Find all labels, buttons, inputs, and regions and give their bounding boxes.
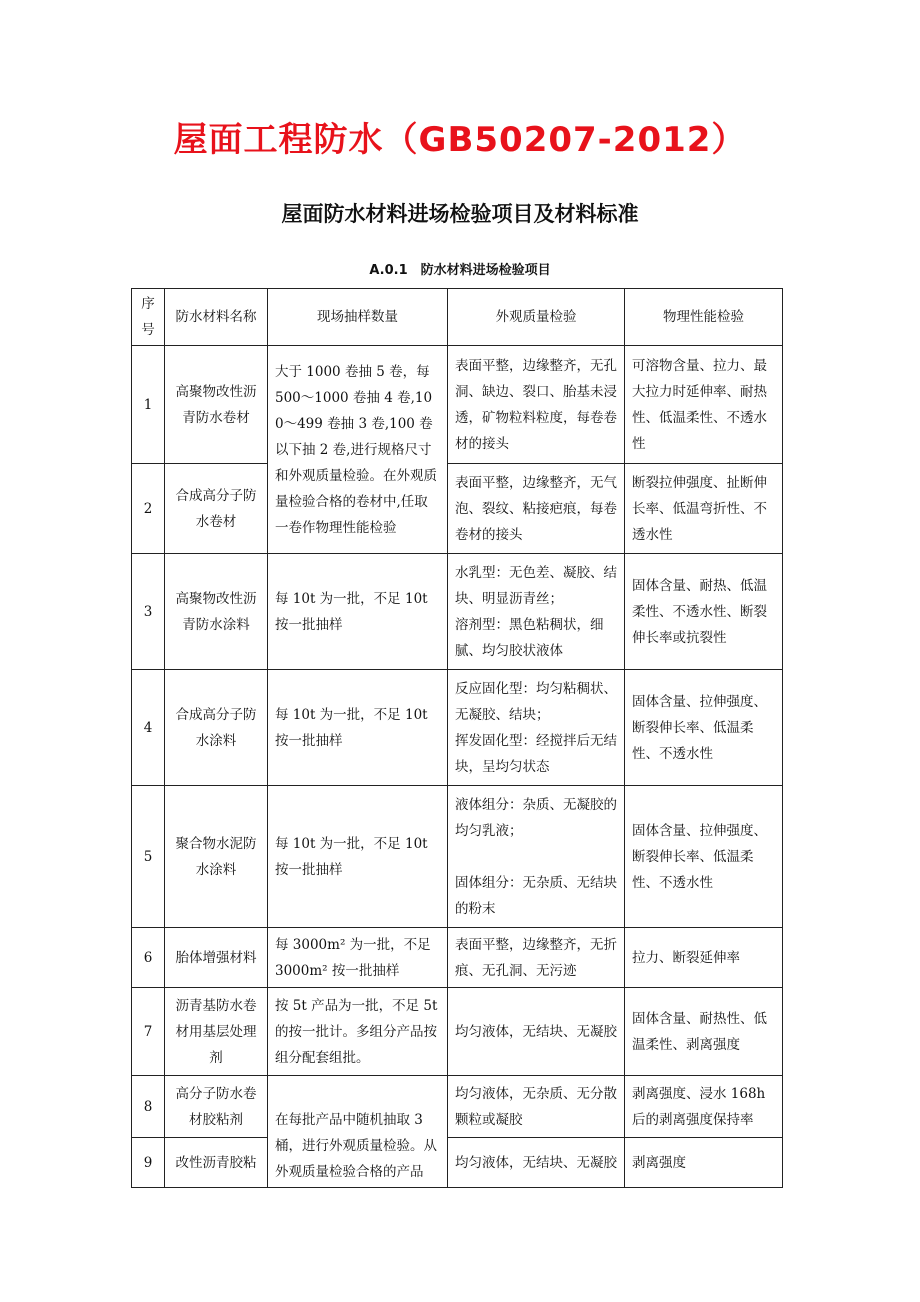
- physical-cell: 剥离强度、浸水 168h 后的剥离强度保持率: [625, 1076, 783, 1138]
- physical-cell: 固体含量、拉伸强度、断裂伸长率、低温柔性、不透水性: [625, 786, 783, 928]
- physical-cell: 固体含量、耐热、低温柔性、不透水性、断裂伸长率或抗裂性: [625, 554, 783, 670]
- appearance-cell: 均匀液体，无结块、无凝胶: [448, 1138, 625, 1188]
- row-no: 4: [132, 670, 165, 786]
- physical-cell: 固体含量、拉伸强度、断裂伸长率、低温柔性、不透水性: [625, 670, 783, 786]
- document-title: 屋面工程防水（GB50207-2012）: [173, 120, 747, 160]
- physical-cell: 剥离强度: [625, 1138, 783, 1188]
- table-row: [132, 1076, 783, 1138]
- table-row: [132, 346, 783, 464]
- material-name: 高分子防水卷材胶粘剂: [165, 1076, 268, 1138]
- appearance-cell: 表面平整，边缘整齐，无折痕、无孔洞、无污迹: [448, 928, 625, 988]
- inspection-table: [131, 288, 783, 1188]
- material-name: 改性沥青胶粘: [165, 1138, 268, 1188]
- appearance-cell: [448, 670, 625, 786]
- header-sampling: 现场抽样数量: [268, 289, 448, 346]
- appearance-cell: [448, 554, 625, 670]
- table-row: [132, 1138, 783, 1188]
- appearance-part-2: 溶剂型：黑色粘稠状，细腻、均匀胶状液体: [455, 616, 604, 659]
- row-no: 7: [132, 988, 165, 1076]
- document-subtitle: 屋面防水材料进场检验项目及材料标准: [281, 201, 639, 226]
- sampling-cell: 每 10t 为一批，不足 10t 按一批抽样: [268, 554, 448, 670]
- material-name: 聚合物水泥防水涂料: [165, 786, 268, 928]
- spacer: [455, 844, 617, 870]
- sampling-cell: 在每批产品中随机抽取 3 桶，进行外观质量检验。从外观质量检验合格的产品: [268, 1076, 448, 1188]
- table-header-row: [132, 289, 783, 346]
- appearance-part-2: 挥发固化型：经搅拌后无结块，呈均匀状态: [455, 732, 617, 775]
- appearance-part-1: 液体组分：杂质、无凝胶的均匀乳液；: [455, 796, 617, 839]
- material-name: 高聚物改性沥青防水卷材: [165, 346, 268, 464]
- sampling-cell: 每 10t 为一批，不足 10t 按一批抽样: [268, 786, 448, 928]
- header-physical: 物理性能检验: [625, 289, 783, 346]
- table-row: [132, 670, 783, 786]
- sampling-cell: 按 5t 产品为一批，不足 5t 的按一批计。多组分产品按组分配套组批。: [268, 988, 448, 1076]
- header-no: 序号: [132, 289, 165, 346]
- physical-cell: 固体含量、耐热性、低温柔性、剥离强度: [625, 988, 783, 1076]
- row-no: 9: [132, 1138, 165, 1188]
- appearance-cell: [448, 786, 625, 928]
- material-name: 合成高分子防水涂料: [165, 670, 268, 786]
- table-row: [132, 464, 783, 554]
- table-row: [132, 928, 783, 988]
- physical-cell: 可溶物含量、拉力、最大拉力时延伸率、耐热性、低温柔性、不透水性: [625, 346, 783, 464]
- material-name: 胎体增强材料: [165, 928, 268, 988]
- header-appearance: 外观质量检验: [448, 289, 625, 346]
- appearance-cell: 均匀液体，无结块、无凝胶: [448, 988, 625, 1076]
- physical-cell: 断裂拉伸强度、扯断伸长率、低温弯折性、不透水性: [625, 464, 783, 554]
- material-name: 沥青基防水卷材用基层处理剂: [165, 988, 268, 1076]
- header-material-name: 防水材料名称: [165, 289, 268, 346]
- row-no: 3: [132, 554, 165, 670]
- appearance-cell: 表面平整，边缘整齐，无孔洞、缺边、裂口、胎基未浸透，矿物粒料粒度，每卷卷材的接头: [448, 346, 625, 464]
- appearance-part-1: 反应固化型：均匀粘稠状、无凝胶、结块；: [455, 680, 617, 723]
- appearance-part-2: 固体组分：无杂质、无结块的粉末: [455, 874, 617, 917]
- appearance-part-1: 水乳型：无色差、凝胶、结块、明显沥青丝；: [455, 564, 617, 607]
- material-name: 高聚物改性沥青防水涂料: [165, 554, 268, 670]
- table-row: [132, 988, 783, 1076]
- table-caption: A.0.1 防水材料进场检验项目: [369, 263, 551, 278]
- sampling-cell: 大于 1000 卷抽 5 卷，每 500～1000 卷抽 4 卷,100～499 卷抽 3 卷,100 卷以下抽 2 卷,进行规格尺寸和外观质量检验。在外观质量检验合格的卷材中,任取一卷作物理性能检验: [268, 346, 448, 554]
- material-name: 合成高分子防水卷材: [165, 464, 268, 554]
- table-row: [132, 554, 783, 670]
- row-no: 8: [132, 1076, 165, 1138]
- table-row: [132, 786, 783, 928]
- row-no: 5: [132, 786, 165, 928]
- sampling-cell: 每 10t 为一批，不足 10t 按一批抽样: [268, 670, 448, 786]
- appearance-cell: 均匀液体，无杂质、无分散颗粒或凝胶: [448, 1076, 625, 1138]
- row-no: 2: [132, 464, 165, 554]
- physical-cell: 拉力、断裂延伸率: [625, 928, 783, 988]
- row-no: 6: [132, 928, 165, 988]
- row-no: 1: [132, 346, 165, 464]
- sampling-cell: 每 3000m² 为一批，不足 3000m² 按一批抽样: [268, 928, 448, 988]
- appearance-cell: 表面平整，边缘整齐，无气泡、裂纹、粘接疤痕，每卷卷材的接头: [448, 464, 625, 554]
